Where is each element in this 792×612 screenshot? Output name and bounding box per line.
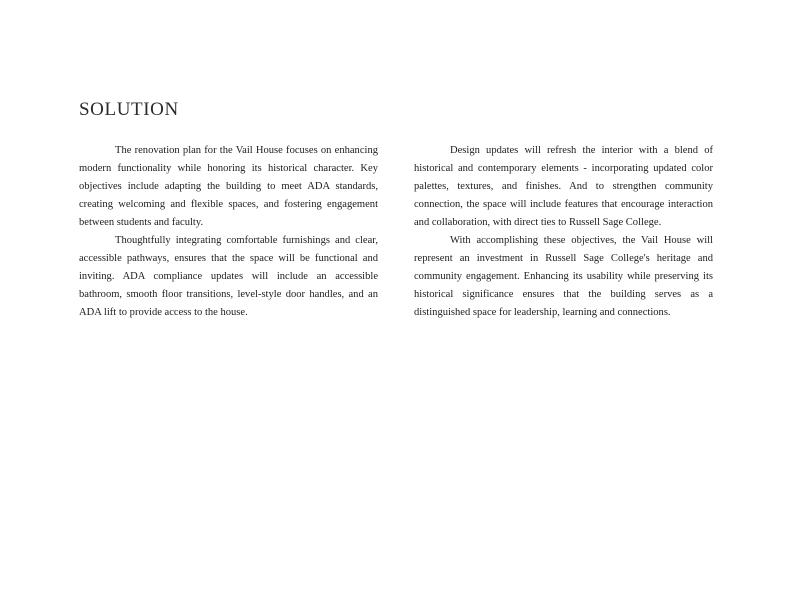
left-text-column <box>79 142 378 322</box>
section-heading: SOLUTION <box>79 99 179 120</box>
paragraph: Thoughtfully integrating comfortable furnishings and clear, accessible pathways, ensures that the space will be functional and inviting. ADA compliance updates will include an accessible bathroom, smooth floor transitions, level-style door handles, and an ADA lift to provide access to the house. <box>79 235 378 318</box>
paragraph: The renovation plan for the Vail House focuses on enhancing modern functionality while honoring its historical character. Key objectives include adapting the building to meet ADA standards, creating welcoming and flexible spaces, and fostering engagement between students and faculty. <box>79 145 378 228</box>
paragraph: With accomplishing these objectives, the Vail House will represent an investment in Russell Sage College's heritage and community engagement. Enhancing its usability while preserving its historical significance ensures that the building serves as a distinguished space for leadership, learning and connections. <box>414 235 713 318</box>
paragraph: Design updates will refresh the interior with a blend of historical and contemporary elements - incorporating updated color palettes, textures, and finishes. And to strengthen community connection, the space will include features that encourage interaction and collaboration, with direct ties to Russell Sage College. <box>414 145 713 228</box>
right-text-column <box>414 142 713 322</box>
